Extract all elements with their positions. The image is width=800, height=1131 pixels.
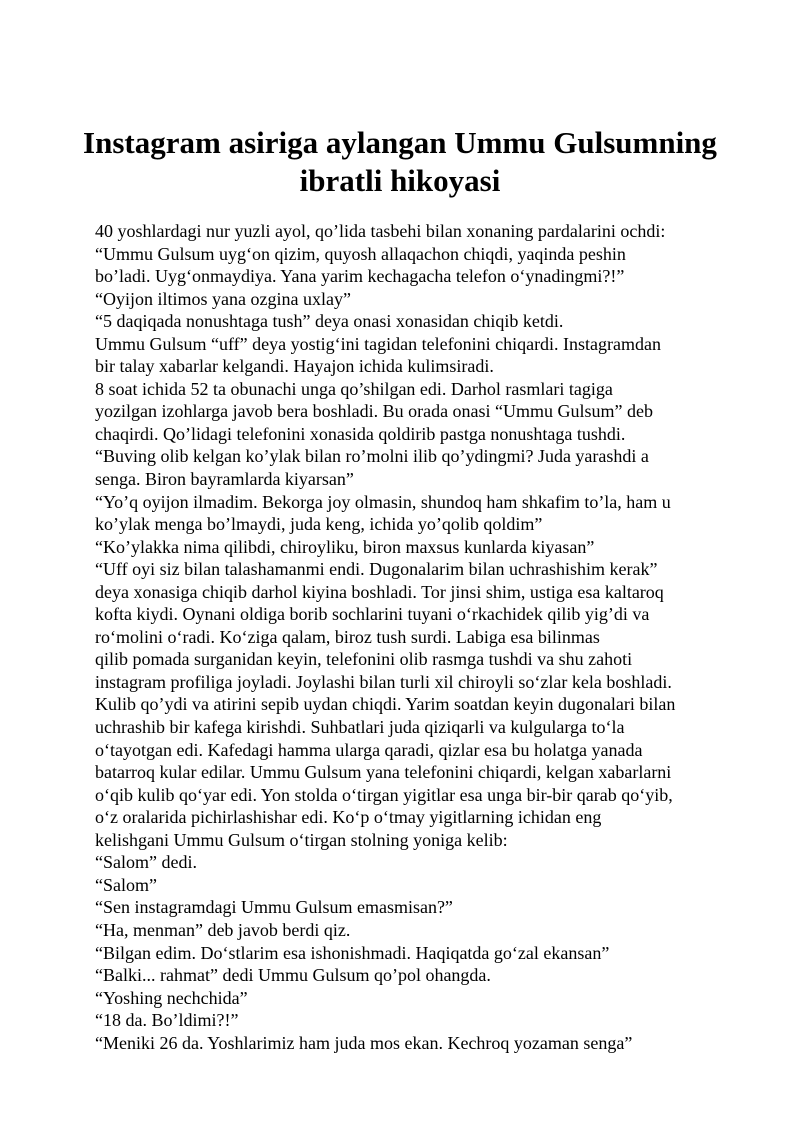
text-line: “Ko’ylakka nima qilibdi, chiroyliku, biron maxsus kunlarda kiyasan” [95,536,595,557]
text-line: “Sen instagramdagi Ummu Gulsum emasmisan?” [95,897,453,918]
text-line: “Ummu Gulsum uyg‘on qizim, quyosh allaqachon chiqdi, yaqinda peshin [95,243,626,264]
text-line: instagram profiliga joyladi. Joylashi bilan turli xil chiroyli so‘zlar kela boshladi. [95,671,672,692]
text-line: o‘z oralarida pichirlashishar edi. Ko‘p o‘tmay yigitlarning ichidan eng [95,807,602,828]
title-line: ibratli hikoyasi [299,163,501,198]
text-line: o‘tayotgan edi. Kafedagi hamma ularga qaradi, qizlar esa bu holatga yanada [95,739,643,760]
text-line: senga. Biron bayramlarda kiyarsan” [95,469,354,490]
story-text [95,220,735,1054]
text-line: “Bilgan edim. Do‘stlarim esa ishonishmadi. Haqiqatda go‘zal ekansan” [95,942,610,963]
text-line: “Ha, menman” deb javob berdi qiz. [95,919,351,940]
text-line: batarroq kular edilar. Ummu Gulsum yana telefonini chiqardi, kelgan xabarlarni [95,762,672,783]
text-line: ro‘molini o‘radi. Ko‘ziga qalam, biroz tush surdi. Labiga esa bilinmas [95,626,600,647]
text-line: kelishgani Ummu Gulsum o‘tirgan stolning yoniga kelib: [95,829,508,850]
text-line: “Buving olib kelgan ko’ylak bilan ro’molni ilib qo’ydingmi? Juda yarashdi a [95,446,649,467]
text-line: “Yoshing nechchida” [95,987,248,1008]
text-line: “Uff oyi siz bilan talashamanmi endi. Dugonalarim bilan uchrashishim kerak” [95,559,658,580]
text-line: 40 yoshlardagi nur yuzli ayol, qo’lida tasbehi bilan xonaning pardalarini ochdi: [95,221,666,241]
text-line: “Meniki 26 da. Yoshlarimiz ham juda mos ekan. Kechroq yozaman senga” [95,1032,633,1053]
text-line: chaqirdi. Qo’lidagi telefonini xonasida qoldirib pastga nonushtaga tushdi. [95,423,626,444]
text-line: “5 daqiqada nonushtaga tush” deya onasi xonasidan chiqib ketdi. [95,311,564,332]
text-line: bir talay xabarlar kelgandi. Hayajon ichida kulimsiradi. [95,356,494,377]
text-line: Kulib qo’ydi va atirini sepib uydan chiqdi. Yarim soatdan keyin dugonalari bilan [95,694,676,715]
title-line: Instagram asiriga aylangan Ummu Gulsumning [83,125,717,160]
text-line: o‘qib kulib qo‘yar edi. Yon stolda o‘tirgan yigitlar esa unga bir-bir qarab qo‘yib, [95,784,673,805]
text-line: kofta kiydi. Oynani oldiga borib sochlarini tuyani o‘rkachidek qilib yig’di va [95,604,650,625]
text-line: “Salom” [95,874,157,895]
text-line: qilib pomada surganidan keyin, telefonini olib rasmga tushdi va shu zahoti [95,649,633,670]
page-title [80,124,720,200]
text-line: “Salom” dedi. [95,852,197,873]
text-line: deya xonasiga chiqib darhol kiyina boshladi. Tor jinsi shim, ustiga esa kaltaroq [95,581,664,602]
text-line: yozilgan izohlarga javob bera boshladi. Bu orada onasi “Ummu Gulsum” deb [95,401,654,422]
text-line: Ummu Gulsum “uff” deya yostig‘ini tagidan telefonini chiqardi. Instagramdan [95,333,662,354]
text-line: “18 da. Bo’ldimi?!” [95,1010,239,1031]
text-line: 8 soat ichida 52 ta obunachi unga qo’shilgan edi. Darhol rasmlari tagiga [95,378,613,399]
text-line: “Balki... rahmat” dedi Ummu Gulsum qo’pol ohangda. [95,965,491,986]
text-line: ko’ylak menga bo’lmaydi, juda keng, ichida yo’qolib qoldim” [95,514,543,535]
text-line: “Oyijon iltimos yana ozgina uxlay” [95,288,351,309]
text-line: uchrashib bir kafega kirishdi. Suhbatlari juda qiziqarli va kulgularga to‘la [95,717,625,738]
text-line: “Yo’q oyijon ilmadim. Bekorga joy olmasin, shundoq ham shkafim to’la, ham u [95,491,671,512]
text-line: bo’ladi. Uyg‘onmaydiya. Yana yarim kechagacha telefon o‘ynadingmi?!” [95,266,625,287]
